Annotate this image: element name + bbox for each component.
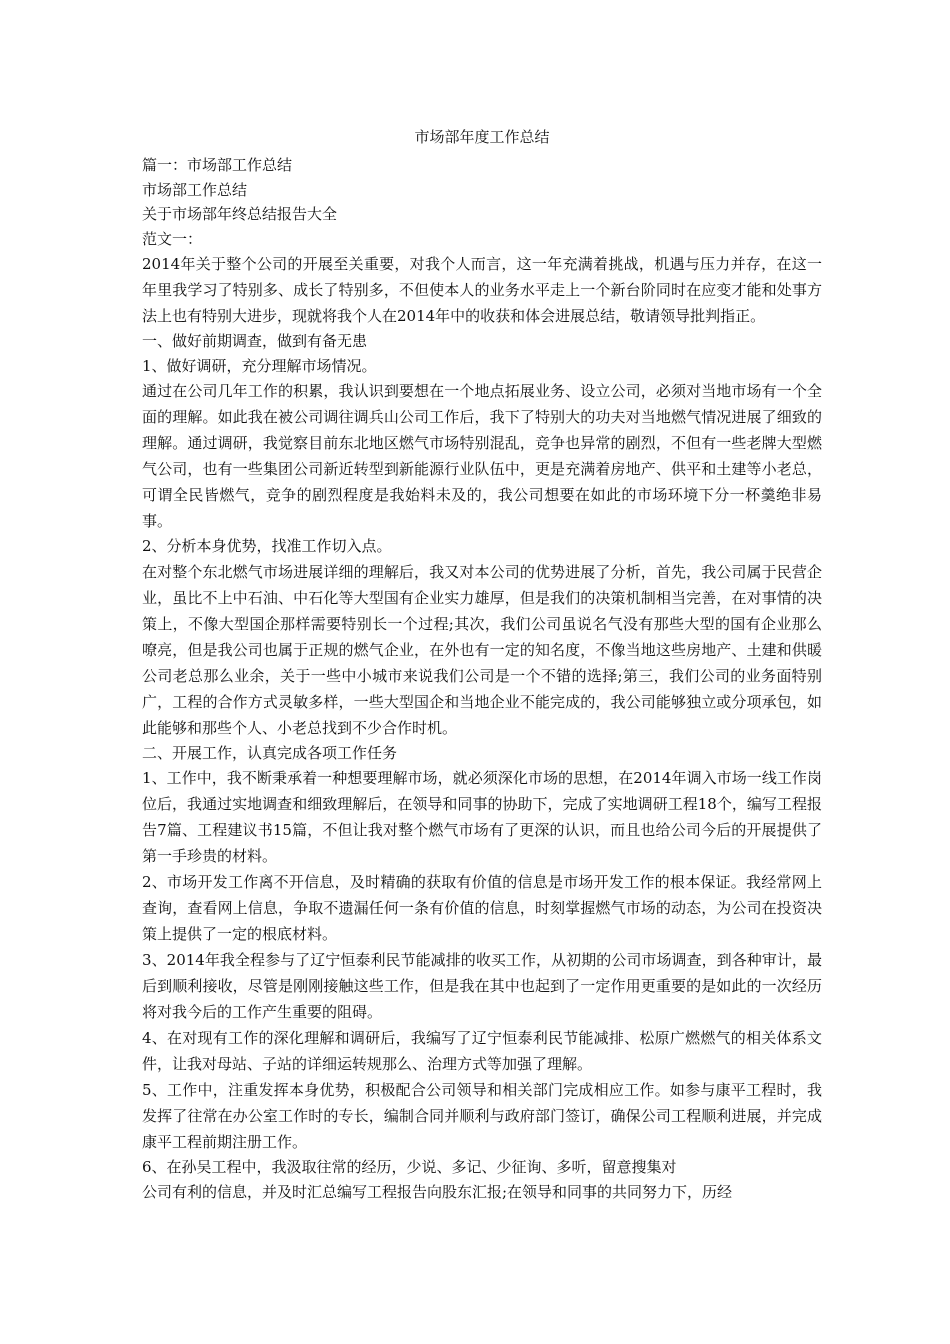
section-heading: 篇一：市场部工作总结 [142,156,293,174]
paragraph: 3、2014年我全程参与了辽宁恒泰利民节能减排的收买工作，从初期的公司市场调查，到各种审计，最后到顺利接收，尽管是刚刚接触这些工作，但是我在其中也起到了一定作用更重要的是如此的一次经历将对我今后的工作产生重要的阻碍。 [142,951,822,1021]
section-heading: 二、开展工作，认真完成各项工作任务 [142,743,398,762]
paragraph: 通过在公司几年工作的积累，我认识到要想在一个地点拓展业务、设立公司，必须对当地市场有一个全面的理解。如此我在被公司调往调兵山公司工作后，我下了特别大的功夫对当地燃气情况进展了细致的理解。通过调研，我觉察目前东北地区燃气市场特别混乱，竞争也异常的剧烈，不但有一些老牌大型燃气公司，也有一些集团公司新近转型到新能源行业队伍中，更是充满着房地产、供平和土建等小老总，可谓全民皆燃气，竞争的剧烈程度是我始料未及的，我公司想要在如此的市场环境下分一杯羹绝非易事。 [142,382,822,530]
paragraph: 2、市场开发工作离不开信息，及时精确的获取有价值的信息是市场开发工作的根本保证。我经常网上查询，查看网上信息，争取不遗漏任何一条有价值的信息，时刻掌握燃气市场的动态，为公司在投资决策上提供了一定的根底材料。 [142,873,822,943]
document-title: 市场部年度工作总结 [414,128,550,146]
subheading: 市场部工作总结 [142,180,248,199]
section-heading: 一、做好前期调查，做到有备无患 [142,332,368,350]
paragraph: 1、工作中，我不断秉承着一种想要理解市场，就必须深化市场的思想，在2014年调入市场一线工作岗位后，我通过实地调查和细致理解后，在领导和同事的协助下，完成了实地调研工程18个，编写工程报告7篇、工程建议书15篇，不但让我对整个燃气市场有了更深的认识，而且也给公司今后的开展提供了第一手珍贵的材料。 [142,769,822,865]
paragraph: 在对整个东北燃气市场进展详细的理解后，我又对本公司的优势进展了分析，首先，我公司属于民营企业，虽比不上中石油、中石化等大型国有企业实力雄厚，但是我们的决策机制相当完善，在对事情的决策上，不像大型国企那样需要特别长一个过程;其次，我们公司虽说名气没有那些大型的国有企业那么嘹亮，但是我公司也属于正规的燃气企业，在外也有一定的知名度，不像当地这些房地产、土建和供暖公司老总那么业余，关于一些中小城市来说我们公司是一个不错的选择;第三，我们公司的业务面特别广，工程的合作方式灵敏多样，一些大型国企和当地企业不能完成的，我公司能够独立或分项承包，如此能够和那些个人、小老总找到不少合作时机。 [142,562,822,737]
paragraph: 4、在对现有工作的深化理解和调研后，我编写了辽宁恒泰利民节能减排、松原广燃燃气的相关体系文件，让我对母站、子站的详细运转规那么、治理方式等加强了理解。 [142,1029,822,1073]
paragraph: 5、工作中，注重发挥本身优势，积极配合公司领导和相关部门完成相应工作。如参与康平工程时，我发挥了往常在办公室工作时的专长，编制合同并顺利与政府部门签订，确保公司工程顺利进展，并完成康平工程前期注册工作。 [142,1081,822,1151]
subheading: 1、做好调研，充分理解市场情况。 [142,356,377,375]
paragraph-line: 6、在孙吴工程中，我汲取往常的经历，少说、多记、少征询、多听，留意搜集对 [142,1158,677,1176]
subheading: 范文一： [142,229,203,248]
paragraph: 2014年关于整个公司的开展至关重要，对我个人而言，这一年充满着挑战，机遇与压力并存，在这一年里我学习了特别多、成长了特别多，不但使本人的业务水平走上一个新台阶同时在应变才能和处事方法上也有特别大进步，现就将我个人在2014年中的收获和体会进展总结，敬请领导批判指正。 [142,255,822,325]
document-body [142,125,822,1204]
paragraph-line: 公司有利的信息，并及时汇总编写工程报告向股东汇报;在领导和同事的共同努力下，历经 [142,1182,733,1201]
subheading: 2、分析本身优势，找准工作切入点。 [142,537,392,555]
subheading: 关于市场部年终总结报告大全 [142,205,338,223]
